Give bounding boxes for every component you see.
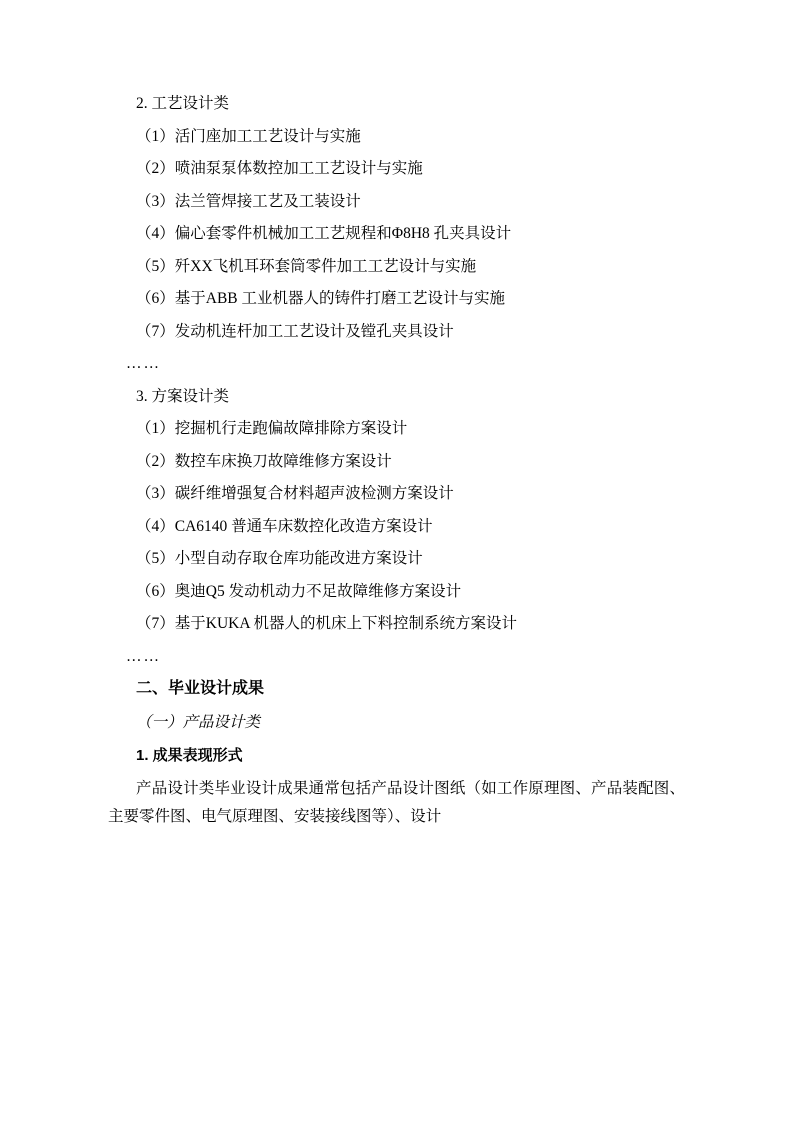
body-paragraph-text: 产品设计类毕业设计成果通常包括产品设计图纸（如工作原理图、产品装配图、主要零件图、电气原理图、安装接线图等）、设计: [108, 779, 685, 826]
section-heading-scheme-design: 3. 方案设计类: [136, 387, 230, 405]
list-item: （4）偏心套零件机械加工工艺规程和Φ8H8 孔夹具设计: [136, 225, 512, 242]
document-body: [108, 96, 685, 832]
body-paragraph: [108, 775, 685, 832]
subsubsection-heading: 1. 成果表现形式: [136, 746, 243, 764]
ellipsis-marker: ……: [126, 355, 161, 372]
list-item: （6）基于ABB 工业机器人的铸件打磨工艺设计与实施: [136, 290, 505, 307]
list-item: （7）发动机连杆加工工艺设计及镗孔夹具设计: [136, 322, 454, 340]
list-item: （4）CA6140 普通车床数控化改造方案设计: [136, 517, 433, 535]
list-item: （3）法兰管焊接工艺及工装设计: [136, 192, 361, 210]
list-item: （1）挖掘机行走跑偏故障排除方案设计: [136, 420, 408, 437]
list-item: （1）活门座加工工艺设计与实施: [136, 127, 361, 145]
list-item: （3）碳纤维增强复合材料超声波检测方案设计: [136, 485, 454, 502]
section-heading-process-design: 2. 工艺设计类: [136, 95, 230, 112]
list-item: （5）小型自动存取仓库功能改进方案设计: [136, 550, 423, 567]
list-item: （5）歼XX飞机耳环套筒零件加工工艺设计与实施: [136, 257, 477, 275]
list-item: （2）喷油泵泵体数控加工工艺设计与实施: [136, 160, 423, 177]
chapter-heading: 二、毕业设计成果: [136, 680, 265, 697]
list-item: （2）数控车床换刀故障维修方案设计: [136, 452, 392, 470]
list-item: （7）基于KUKA 机器人的机床上下料控制系统方案设计: [136, 615, 518, 632]
ellipsis-marker: ……: [126, 647, 161, 665]
list-item: （6）奥迪Q5 发动机动力不足故障维修方案设计: [136, 582, 462, 600]
subsection-heading: （一）产品设计类: [136, 714, 261, 731]
